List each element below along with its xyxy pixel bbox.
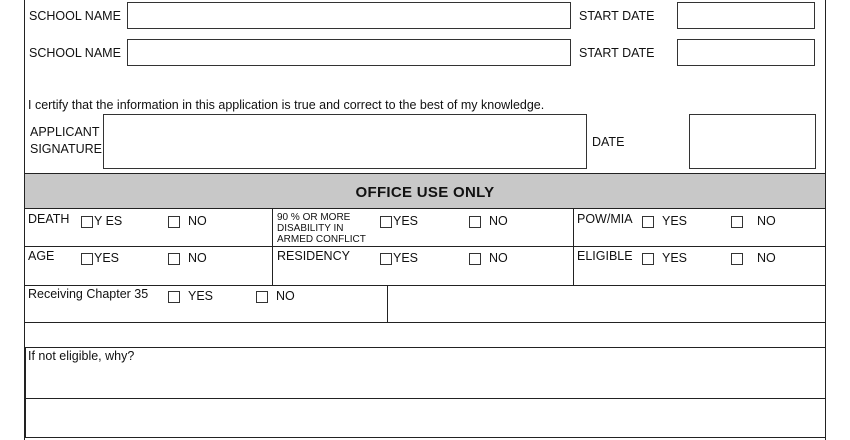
signature-date-field[interactable] xyxy=(689,114,816,169)
age-no-checkbox[interactable] xyxy=(168,253,180,265)
certification-statement: I certify that the information in this application is true and correct to the best of my knowledge. xyxy=(28,98,545,112)
residency-no-label: NO xyxy=(489,251,508,265)
eligible-label: ELIGIBLE xyxy=(577,249,633,263)
death-label: DEATH xyxy=(28,212,70,226)
eligible-yes-checkbox[interactable] xyxy=(642,253,654,265)
start-date-label-2: START DATE xyxy=(579,46,655,60)
age-yes-label: YES xyxy=(94,251,120,265)
pow-mia-no-checkbox[interactable] xyxy=(731,216,743,228)
office-use-title: OFFICE USE ONLY xyxy=(355,184,495,201)
disability-yes-label: YES xyxy=(393,214,419,228)
not-eligible-box[interactable] xyxy=(25,347,826,399)
pow-mia-label: POW/MIA xyxy=(577,212,633,226)
receiving-no-label: NO xyxy=(276,289,295,303)
disability-no-label: NO xyxy=(489,214,508,228)
death-yes-label: Y ES xyxy=(94,214,123,228)
school-name-field-2[interactable] xyxy=(127,39,571,66)
additional-notes-box[interactable] xyxy=(25,398,826,438)
start-date-field-2[interactable] xyxy=(677,39,815,66)
residency-yes-checkbox[interactable] xyxy=(380,253,392,265)
office-row-divider-1 xyxy=(25,246,825,247)
not-eligible-label: If not eligible, why? xyxy=(28,349,135,363)
residency-label: RESIDENCY xyxy=(277,249,350,263)
disability-yes-checkbox[interactable] xyxy=(380,216,392,228)
office-notes-field[interactable] xyxy=(388,286,825,322)
receiving-yes-label: YES xyxy=(188,289,214,303)
death-no-label: NO xyxy=(188,214,207,228)
school-name-field-1[interactable] xyxy=(127,2,571,29)
start-date-field-1[interactable] xyxy=(677,2,815,29)
disability-label: 90 % OR MORE DISABILITY IN ARMED CONFLICT xyxy=(277,212,366,245)
death-yes-checkbox[interactable] xyxy=(81,216,93,228)
applicant-signature-field[interactable] xyxy=(103,114,587,169)
death-no-checkbox[interactable] xyxy=(168,216,180,228)
office-col-divider-1 xyxy=(272,209,273,286)
office-col-divider-2 xyxy=(573,209,574,286)
residency-yes-label: YES xyxy=(393,251,419,265)
pow-mia-no-label: NO xyxy=(757,214,776,228)
school-name-label-1: SCHOOL NAME xyxy=(29,9,121,23)
receiving-chapter-label: Receiving Chapter 35 xyxy=(28,287,149,301)
age-no-label: NO xyxy=(188,251,207,265)
age-yes-checkbox[interactable] xyxy=(81,253,93,265)
applicant-label: APPLICANT xyxy=(30,125,100,139)
residency-no-checkbox[interactable] xyxy=(469,253,481,265)
office-use-header xyxy=(25,173,825,209)
age-label: AGE xyxy=(28,249,55,263)
eligible-no-label: NO xyxy=(757,251,776,265)
pow-mia-yes-checkbox[interactable] xyxy=(642,216,654,228)
eligible-no-checkbox[interactable] xyxy=(731,253,743,265)
date-label: DATE xyxy=(592,135,625,149)
start-date-label-1: START DATE xyxy=(579,9,655,23)
receiving-no-checkbox[interactable] xyxy=(256,291,268,303)
school-name-label-2: SCHOOL NAME xyxy=(29,46,121,60)
office-row-divider-3 xyxy=(25,322,825,323)
eligible-yes-label: YES xyxy=(662,251,688,265)
signature-label: SIGNATURE xyxy=(30,142,102,156)
pow-mia-yes-label: YES xyxy=(662,214,688,228)
receiving-yes-checkbox[interactable] xyxy=(168,291,180,303)
disability-no-checkbox[interactable] xyxy=(469,216,481,228)
